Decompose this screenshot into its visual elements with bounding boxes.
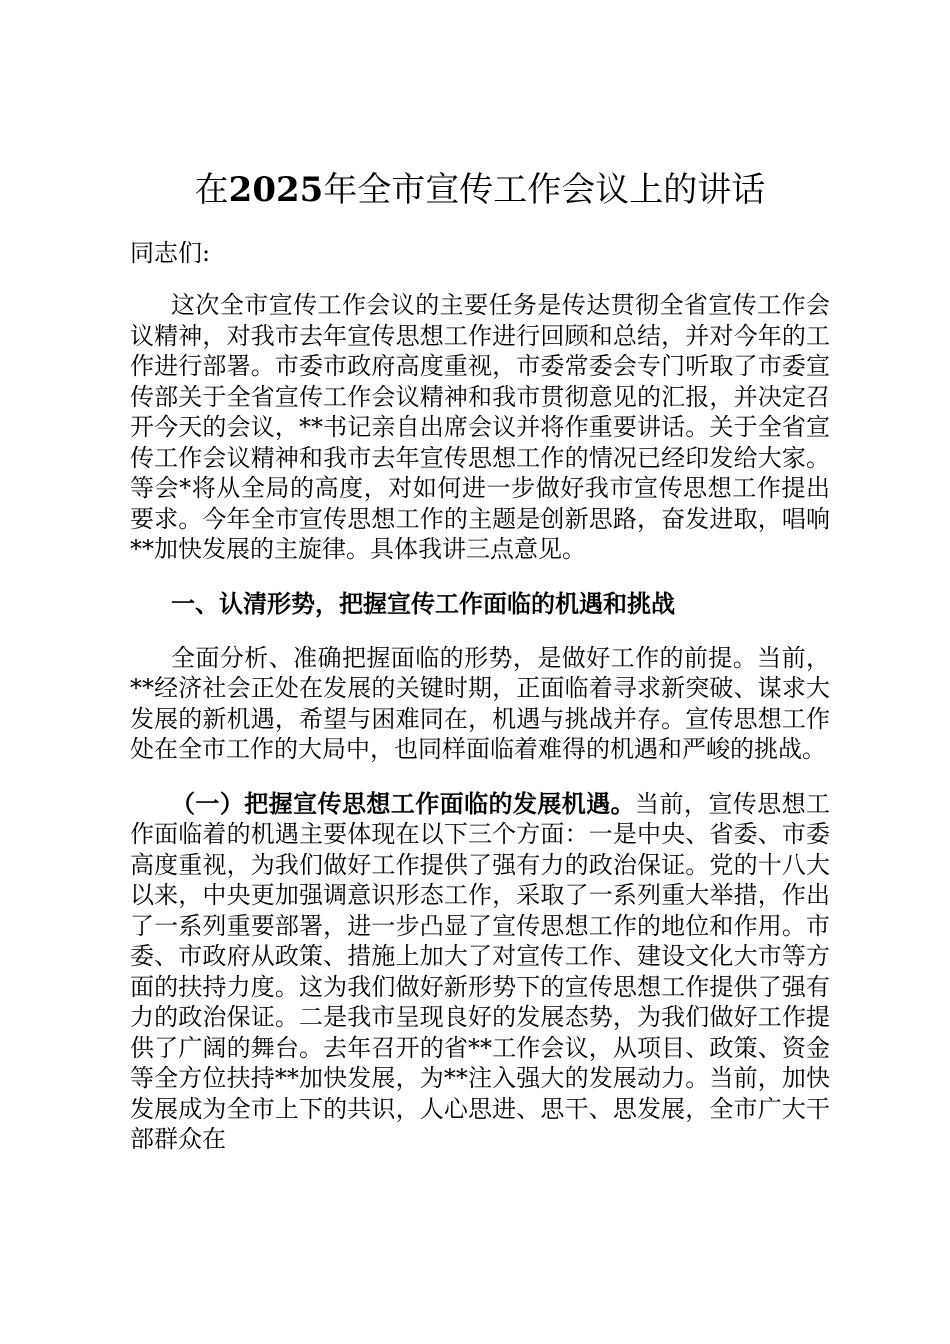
title-prefix: 在: [194, 170, 229, 210]
title-year: 2025: [228, 170, 324, 210]
section-heading-1: 一、认清形势，把握宣传工作面临的机遇和挑战: [171, 588, 675, 618]
document-page: [130, 168, 830, 1179]
document-title: [130, 168, 830, 212]
subsection-1-body: 当前，宣传思想工作面临着的机遇主要体现在以下三个方面：一是中央、省委、市委高度重视，为我们做好工作提供了强有力的政治保证。党的十八大以来，中央更加强调意识形态工作，采取了一系列重大举措，作出了一系列重要部署，进一步凸显了宣传思想工作的地位和作用。市委、市政府从政策、措施上加大了对宣传工作、建设文化大市等方面的扶持力度。这为我们做好新形势下的宣传思想工作提供了强有力的政治保证。二是我市呈现良好的发展态势，为我们做好工作提供了广阔的舞台。去年召开的省**工作会议，从项目、政策、资金等全方位扶持**加快发展，为**注入强大的发展动力。当前，加快发展成为全市上下的共识，人心思进、思干、思发展，全市广大干部群众在: [130, 789, 831, 1153]
subsection-1-paragraph: [130, 789, 830, 1155]
intro-paragraph: 这次全市宣传工作会议的主要任务是传达贯彻全省宣传工作会议精神，对我市去年宣传思想工作进行回顾和总结，并对今年的工作进行部署。市委市政府高度重视，市委常委会专门听取了市委宣传部关于全省宣传工作会议精神和我市贯彻意见的汇报，并决定召开今天的会议，**书记亲自出席会议并将作重要讲话。关于全省宣传工作会议精神和我市去年宣传思想工作的情况已经印发给大家。等会*将从全局的高度，对如何进一步做好我市宣传思想工作提出要求。今年全市宣传思想工作的主题是创新思路，奋发进取，唱响**加快发展的主旋律。具体我讲三点意见。: [130, 291, 830, 563]
title-suffix: 年全市宣传工作会议上的讲话: [323, 170, 766, 210]
salutation: 同志们:: [130, 239, 211, 267]
subsection-1-lead: （一）把握宣传思想工作面临的发展机遇。: [171, 788, 636, 818]
section-1-paragraph: 全面分析、准确把握面临的形势，是做好工作的前提。当前，**经济社会正处在发展的关键时期，正面临着寻求新突破、谋求大发展的新机遇，希望与困难同在，机遇与挑战并存。宣传思想工作处在全市工作的大局中，也同样面临着难得的机遇和严峻的挑战。: [130, 643, 830, 763]
